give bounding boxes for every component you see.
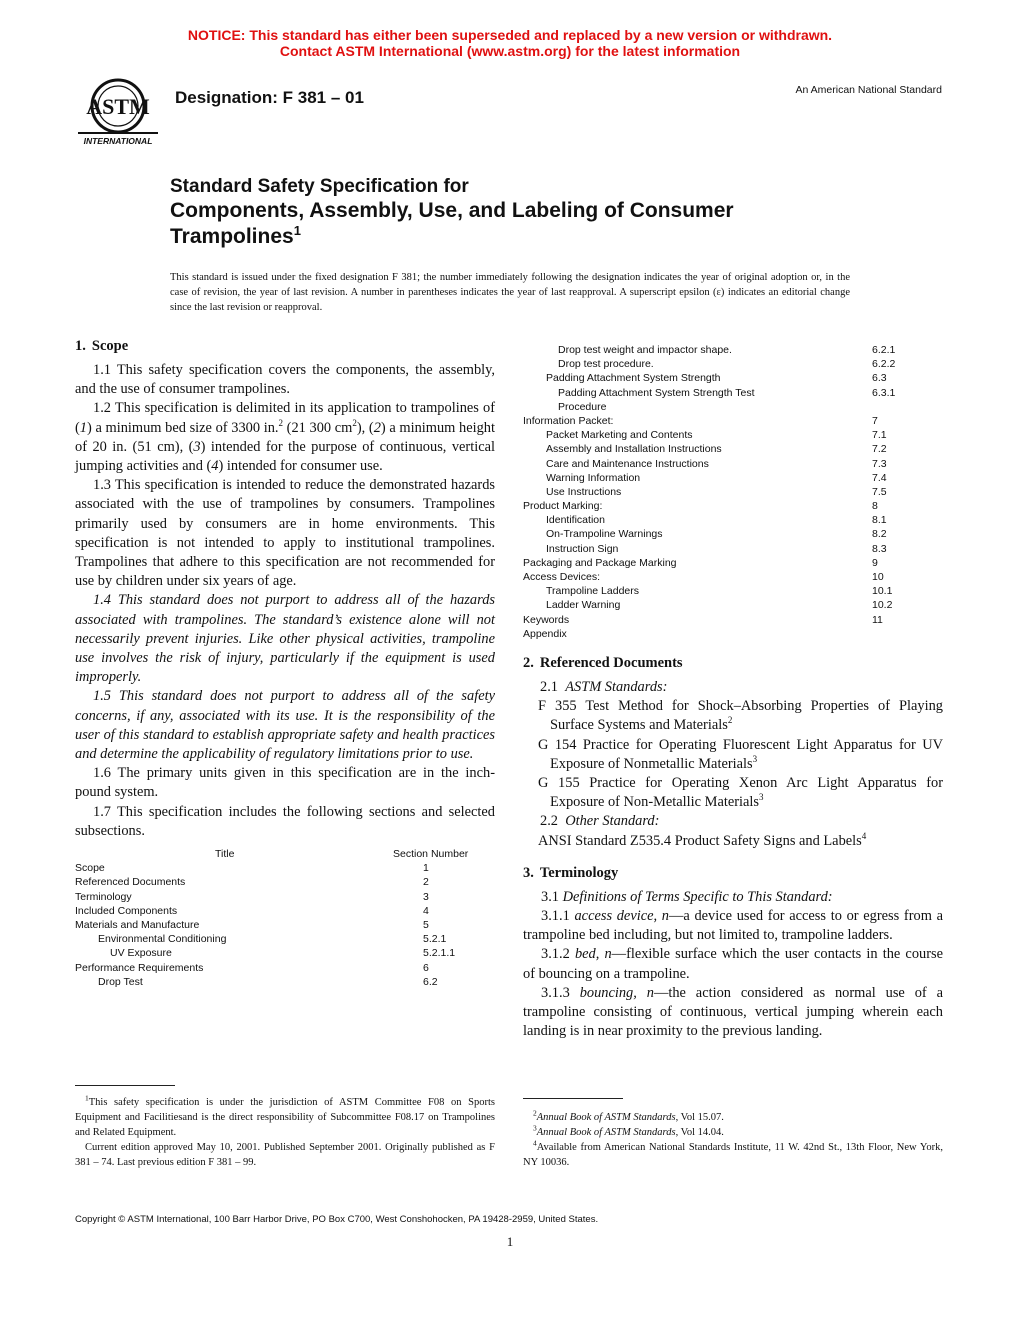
toc-row (523, 584, 943, 598)
toc-row (523, 428, 943, 442)
toc-section-number: 4 (423, 904, 429, 917)
reference-g154: G 154 Practice for Operating Fluorescent Light Apparatus for UV Exposure of Nonmetallic Materials$^3$ (538, 736, 943, 772)
footnote-3: $^3$Annual Book of ASTM Standards, Vol 14.04. (533, 1123, 724, 1138)
toc-row (75, 932, 495, 946)
footnote-1: $^1$This safety specification is under the jurisdiction of ASTM Committee F08 on Sports Equipment and Facilitiesand is the direct responsibility of Subcommittee F08.17 on Trampolines and Related Equipment. (75, 1093, 495, 1138)
toc-section-number: 7 (872, 414, 878, 427)
toc-section-number: 8.3 (872, 542, 887, 555)
toc-section-number: 7.4 (872, 471, 887, 484)
toc-title: Performance Requirements (75, 961, 204, 974)
section-3-heading: 3. Terminology (523, 864, 619, 881)
toc-title: Included Components (75, 904, 178, 917)
logo-mark: ASTM (86, 94, 150, 119)
toc-title: Keywords (523, 613, 570, 626)
section-2-heading: 2. Referenced Documents (523, 654, 683, 671)
toc-row (523, 357, 943, 371)
footnote-1b: Current edition approved May 10, 2001. Published September 2001. Originally published as F 381 – 74. Last previous edition F 381 – 99. (75, 1142, 495, 1168)
copyright: Copyright © ASTM International, 100 Barr Harbor Drive, PO Box C700, West Conshohocken, PA 19428-2959, United States. (75, 1214, 599, 1225)
footnote-4: $^4$Available from American National Standards Institute, 11 W. 42nd St., 13th Floor, New York, NY 10036. (523, 1138, 943, 1168)
toc-section-number: 10.2 (872, 599, 893, 612)
para-1-2: 1.2 This specification is delimited in its application to trampolines of (1) a minimum bed size of 3300 in.$^2$ (21 300 $cm^2$), (2) a minimum height of 20 in. (51 cm), (3) intended for the purpose of continuous, vertical jumping activities and (4) intended for consumer use. (75, 400, 495, 475)
title-footnote-mark: 1 (293, 223, 301, 238)
page-number: 1 (506, 1234, 514, 1249)
toc-title: Terminology (75, 890, 132, 903)
toc-section-number: 6.3 (872, 372, 887, 385)
toc-row (75, 890, 495, 904)
toc-title: Packaging and Package Marking (523, 556, 677, 569)
left-column (75, 338, 495, 989)
footnote-rule-left (75, 1085, 175, 1086)
toc-row (523, 527, 943, 541)
toc-section-number: 5.2.1 (423, 933, 447, 946)
toc-section-number: 8.1 (872, 514, 887, 527)
para-1-4: 1.4 This standard does not purport to address all of the hazards associated with trampolines. The standard’s existence alone will not necessarily prevent injuries. Like other physical activities, trampoline use involves the risk of injury, particularly if the equipment is used improperly. (75, 592, 495, 686)
referenced-documents (523, 678, 943, 851)
toc-title: Procedure (558, 400, 607, 413)
footnote-2: $^2$Annual Book of ASTM Standards, Vol 15.07. (533, 1108, 724, 1123)
astm-standards-label: 2.1 ASTM Standards: (540, 678, 668, 695)
para-1-1: 1.1 This safety specification covers the components, the assembly, and the use of consumer trampolines. (75, 362, 495, 398)
toc-row (75, 918, 495, 932)
astm-logo-icon (76, 76, 160, 150)
american-national-standard: An American National Standard (795, 84, 942, 96)
toc-title: On-Trampoline Warnings (546, 528, 663, 541)
toc-section-number: 8 (872, 500, 878, 513)
toc-title: Use Instructions (546, 485, 622, 498)
reference-ansi: ANSI Standard Z535.4 Product Safety Signs and Labels$^4$ (538, 830, 867, 849)
para-3-1: 3.1 Definitions of Terms Specific to This Standard: (541, 888, 833, 905)
astm-logo (76, 76, 160, 150)
para-3-1-3: 3.1.3 bouncing, n—the action considered as normal use of a trampoline consisting of continuous, vertical jumping wherein each landing is in near proximity to the previous landing. (523, 984, 943, 1040)
toc-title: Drop test procedure. (558, 358, 654, 371)
toc-row (523, 613, 943, 627)
logo-international: INTERNATIONAL (83, 136, 153, 146)
toc-section-number: 3 (423, 890, 429, 903)
toc-title: Ladder Warning (546, 599, 621, 612)
toc-section-number: 10 (872, 571, 884, 583)
toc-row (523, 457, 943, 471)
toc-row (75, 946, 495, 960)
toc-header-number: Section Number (393, 848, 469, 861)
issued-statement: This standard is issued under the fixed designation F 381; the number immediately following the designation indicates the year of original adoption or, in the case of revision, the year of last revision. A number in parentheses indicates the year of last reapproval. A superscript epsilon (ε) indicates an editorial change since the last revision or reapproval. (170, 272, 850, 313)
toc-title: UV Exposure (110, 947, 172, 960)
toc-section-number: 11 (872, 613, 883, 626)
toc-section-number: 6 (423, 961, 429, 974)
toc-row (523, 499, 943, 513)
toc-title: Padding Attachment System Strength (546, 372, 721, 385)
toc-row (523, 542, 943, 556)
toc-title: Appendix (523, 627, 567, 640)
toc-section-number: 6.2.1 (872, 344, 896, 356)
notice-line-2: Contact ASTM International (www.astm.org) for the latest information (279, 43, 741, 59)
toc-section-number: 2 (423, 876, 429, 889)
toc-title: Referenced Documents (75, 876, 186, 889)
toc-row (523, 471, 943, 485)
section-1-heading: 1. Scope (75, 338, 129, 354)
notice-banner (0, 27, 1020, 59)
toc-section-number: 1 (423, 862, 429, 875)
toc-row (523, 598, 943, 612)
toc-title: Materials and Manufacture (75, 919, 200, 932)
toc-section-number: 7.3 (872, 457, 887, 470)
notice-line-1: NOTICE: This standard has either been superseded and replaced by a new version or withdrawn. (187, 27, 833, 43)
toc-row (523, 400, 943, 414)
footnotes-left (75, 1095, 495, 1170)
toc-title: Drop Test (98, 975, 143, 988)
toc-title: Trampoline Ladders (546, 585, 639, 598)
toc-title: Padding Attachment System Strength Test (558, 386, 755, 399)
toc-section-number: 7.1 (872, 429, 887, 442)
toc-row (523, 513, 943, 527)
toc-row (523, 556, 943, 570)
toc-section-number: 5.2.1.1 (423, 947, 456, 960)
toc-section-number: 6.3.1 (872, 386, 896, 399)
reference-f355: F 355 Test Method for Shock–Absorbing Properties of Playing Surface Systems and Materials$^2$ (538, 698, 943, 734)
toc-title: Instruction Sign (546, 542, 619, 555)
toc-row (523, 343, 943, 357)
right-column (523, 343, 943, 1041)
toc-right (523, 343, 943, 641)
toc-title: Environmental Conditioning (98, 933, 227, 946)
para-1-6: 1.6 The primary units given in this specification are in the inch-pound system. (75, 765, 495, 801)
toc-row (523, 442, 943, 456)
toc-left (75, 847, 495, 989)
toc-title: Identification (546, 514, 605, 527)
toc-title: Information Packet: (523, 414, 614, 427)
footnotes-right (523, 1110, 943, 1170)
para-3-1-1: 3.1.1 access device, n—a device used for access to or egress from a trampoline bed including, but not limited to, trampoline ladders. (523, 907, 943, 944)
toc-title: Drop test weight and impactor shape. (558, 344, 732, 356)
toc-row (75, 861, 495, 875)
title-line-3: Trampolines$^1$ (170, 223, 301, 248)
toc-header (75, 847, 495, 861)
toc-title: Scope (75, 862, 105, 875)
toc-section-number: 6.2.2 (872, 358, 896, 371)
reference-g155: G 155 Practice for Operating Xenon Arc Light Apparatus for Exposure of Non-Metallic Materials$^3$ (538, 774, 943, 811)
toc-title: Assembly and Installation Instructions (546, 443, 722, 456)
title-line-1: Standard Safety Specification for (170, 176, 469, 197)
para-1-5: 1.5 This standard does not purport to address all of the safety concerns, if any, associated with its use. It is the responsibility of the user of this standard to establish appropriate safety and health practices and determine the applicability of regulatory limitations prior to use. (75, 688, 495, 763)
toc-section-number: 9 (872, 556, 878, 569)
toc-row (75, 904, 495, 918)
toc-title: Packet Marketing and Contents (546, 429, 693, 442)
toc-row (75, 961, 495, 975)
toc-section-number: 7.5 (872, 485, 887, 498)
toc-title: Care and Maintenance Instructions (546, 457, 709, 470)
toc-row (523, 570, 943, 584)
toc-section-number: 8.2 (872, 528, 887, 541)
toc-row (523, 627, 943, 641)
toc-row (75, 975, 495, 989)
para-1-7: 1.7 This specification includes the following sections and selected subsections. (75, 803, 495, 839)
designation: Designation: F 381 – 01 (175, 88, 364, 107)
toc-row (523, 386, 943, 400)
toc-row (75, 875, 495, 889)
toc-row (523, 485, 943, 499)
para-3-1-2: 3.1.2 bed, n—flexible surface which the user contacts in the course of bouncing on a trampoline. (523, 946, 943, 982)
toc-title: Product Marking: (523, 500, 603, 513)
toc-section-number: 7.2 (872, 443, 887, 456)
other-standard-label: 2.2 Other Standard: (540, 813, 660, 830)
document-title (170, 175, 870, 250)
toc-row (523, 371, 943, 385)
toc-title: Access Devices: (523, 571, 601, 583)
toc-section-number: 6.2 (423, 975, 438, 988)
toc-row (523, 414, 943, 428)
toc-section-number: 5 (423, 919, 429, 932)
para-1-3: 1.3 This specification is intended to reduce the demonstrated hazards associated with the use of trampolines by consumers. Trampolines primarily used by consumers are in home environments. This specification is not intended to apply to institutional trampolines. Trampolines that adhere to this specification are not recommended for use by children under six years of age. (75, 477, 495, 590)
footnote-rule-right (523, 1098, 623, 1099)
toc-title: Warning Information (546, 471, 641, 484)
toc-header-title: Title (215, 848, 235, 861)
toc-section-number: 10.1 (872, 585, 893, 598)
title-line-2: Components, Assembly, Use, and Labeling of Consumer (170, 199, 734, 222)
